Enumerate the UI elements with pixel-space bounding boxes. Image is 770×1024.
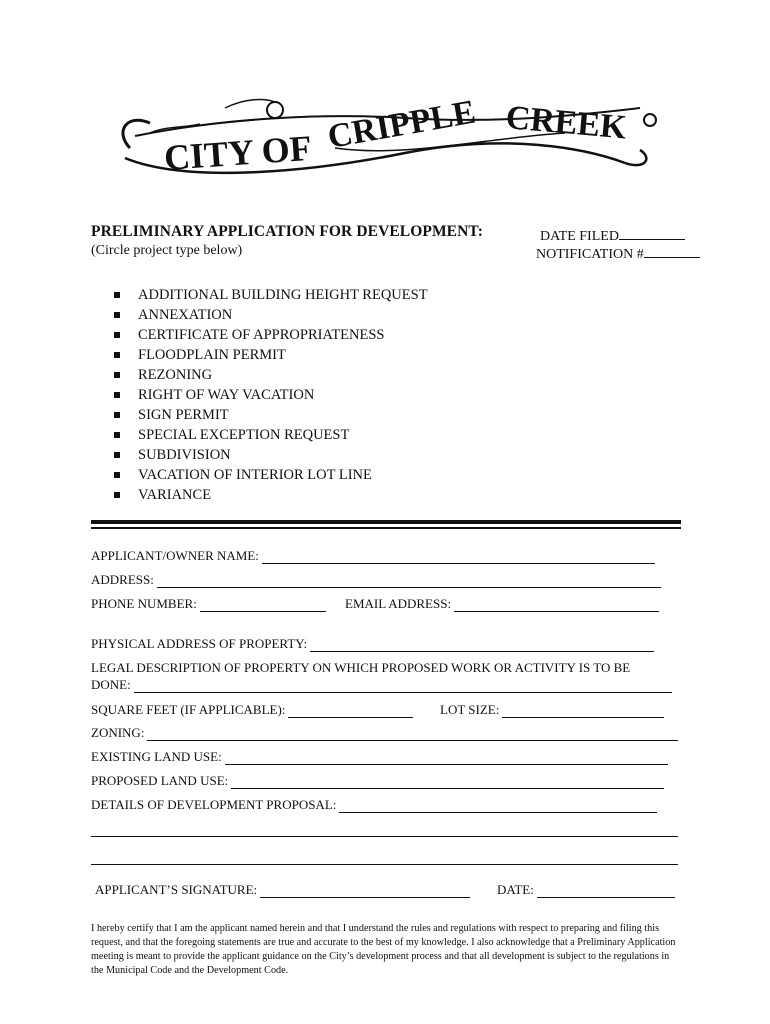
bullet-icon [114, 492, 120, 498]
bullet-icon [114, 392, 120, 398]
physical-address-label: PHYSICAL ADDRESS OF PROPERTY: [91, 636, 308, 651]
details-line-2[interactable] [91, 836, 678, 837]
logo-text-city-of: CITY OF [162, 127, 313, 178]
bullet-icon [114, 472, 120, 478]
form-title: PRELIMINARY APPLICATION FOR DEVELOPMENT: [91, 223, 483, 240]
notification-line[interactable] [644, 243, 700, 258]
lot-size-label: LOT SIZE: [440, 702, 500, 717]
list-item[interactable]: FLOODPLAIN PERMIT [110, 345, 428, 365]
date-line[interactable] [537, 884, 675, 898]
logo-text-creek: CREEK [504, 99, 628, 147]
form-subtitle: (Circle project type below) [91, 243, 243, 258]
list-item[interactable]: VARIANCE [110, 485, 428, 505]
list-item[interactable]: REZONING [110, 365, 428, 385]
proposed-land-use-line[interactable] [231, 775, 664, 789]
date-filed-line[interactable] [619, 225, 685, 240]
existing-land-use-label: EXISTING LAND USE: [91, 749, 222, 764]
applicant-name-line[interactable] [262, 550, 655, 564]
legal-description-label-1: LEGAL DESCRIPTION OF PROPERTY ON WHICH PROPOSED WORK OR ACTIVITY IS TO BE [91, 660, 631, 675]
date-filed-field[interactable] [540, 225, 685, 245]
bullet-icon [114, 312, 120, 318]
certification-text: I hereby certify that I am the applicant named herein and that I understand the rules and regulations with respect to preparing and filing this request, and that the foregoing statements are true and accurate to the best of my knowledge. I also acknowledge that a Preliminary Application meeting is meant to provide the applicant guidance on the City’s development process and that all development is subject to the regulations in the Municipal Code and the Development Code. [91, 923, 676, 976]
legal-description-line[interactable] [134, 679, 672, 693]
legal-description-field[interactable] [91, 677, 672, 693]
list-item[interactable]: SIGN PERMIT [110, 405, 428, 425]
signature-label: APPLICANT’S SIGNATURE: [95, 882, 258, 897]
physical-address-field[interactable] [91, 636, 654, 652]
details-line-3[interactable] [91, 864, 678, 865]
phone-field[interactable] [91, 596, 326, 612]
email-line[interactable] [454, 598, 659, 612]
bullet-icon [114, 452, 120, 458]
notification-label: NOTIFICATION # [536, 247, 644, 262]
square-feet-field[interactable] [91, 702, 413, 718]
details-field[interactable] [91, 797, 657, 813]
date-label: DATE: [497, 882, 534, 897]
zoning-line[interactable] [147, 727, 678, 741]
square-feet-line[interactable] [288, 704, 413, 718]
physical-address-line[interactable] [310, 638, 654, 652]
signature-line[interactable] [260, 884, 470, 898]
bullet-icon [114, 352, 120, 358]
details-label: DETAILS OF DEVELOPMENT PROPOSAL: [91, 797, 337, 812]
proposed-land-use-field[interactable] [91, 773, 664, 789]
lot-size-field[interactable] [440, 702, 664, 718]
existing-land-use-line[interactable] [225, 751, 668, 765]
list-item[interactable]: RIGHT OF WAY VACATION [110, 385, 428, 405]
bullet-icon [114, 372, 120, 378]
list-item[interactable]: ANNEXATION [110, 305, 428, 325]
address-field[interactable] [91, 572, 661, 588]
logo-text-cripple: CRIPPLE [324, 93, 479, 156]
section-divider-thin [91, 527, 681, 529]
date-filed-label: DATE FILED [540, 229, 619, 244]
address-line[interactable] [157, 574, 661, 588]
square-feet-label: SQUARE FEET (IF APPLICABLE): [91, 702, 286, 717]
address-label: ADDRESS: [91, 572, 154, 587]
project-type-list [110, 285, 428, 505]
email-field[interactable] [345, 596, 659, 612]
email-label: EMAIL ADDRESS: [345, 596, 452, 611]
zoning-label: ZONING: [91, 725, 145, 740]
phone-line[interactable] [200, 598, 326, 612]
bullet-icon [114, 412, 120, 418]
notification-field[interactable] [536, 243, 700, 263]
list-item[interactable]: CERTIFICATE OF APPROPRIATENESS [110, 325, 428, 345]
applicant-name-field[interactable] [91, 548, 655, 564]
list-item[interactable]: ADDITIONAL BUILDING HEIGHT REQUEST [110, 285, 428, 305]
list-item[interactable]: SUBDIVISION [110, 445, 428, 465]
bullet-icon [114, 432, 120, 438]
section-divider [91, 520, 681, 524]
zoning-field[interactable] [91, 725, 678, 741]
applicant-name-label: APPLICANT/OWNER NAME: [91, 548, 259, 563]
bullet-icon [114, 332, 120, 338]
date-field[interactable] [497, 882, 675, 898]
city-logo [105, 88, 660, 188]
phone-label: PHONE NUMBER: [91, 596, 197, 611]
bullet-icon [114, 292, 120, 298]
proposed-land-use-label: PROPOSED LAND USE: [91, 773, 229, 788]
list-item[interactable]: SPECIAL EXCEPTION REQUEST [110, 425, 428, 445]
legal-description-label-2: DONE: [91, 677, 131, 692]
list-item[interactable]: VACATION OF INTERIOR LOT LINE [110, 465, 428, 485]
existing-land-use-field[interactable] [91, 749, 668, 765]
signature-field[interactable] [95, 882, 470, 898]
details-line[interactable] [339, 799, 657, 813]
lot-size-line[interactable] [502, 704, 664, 718]
